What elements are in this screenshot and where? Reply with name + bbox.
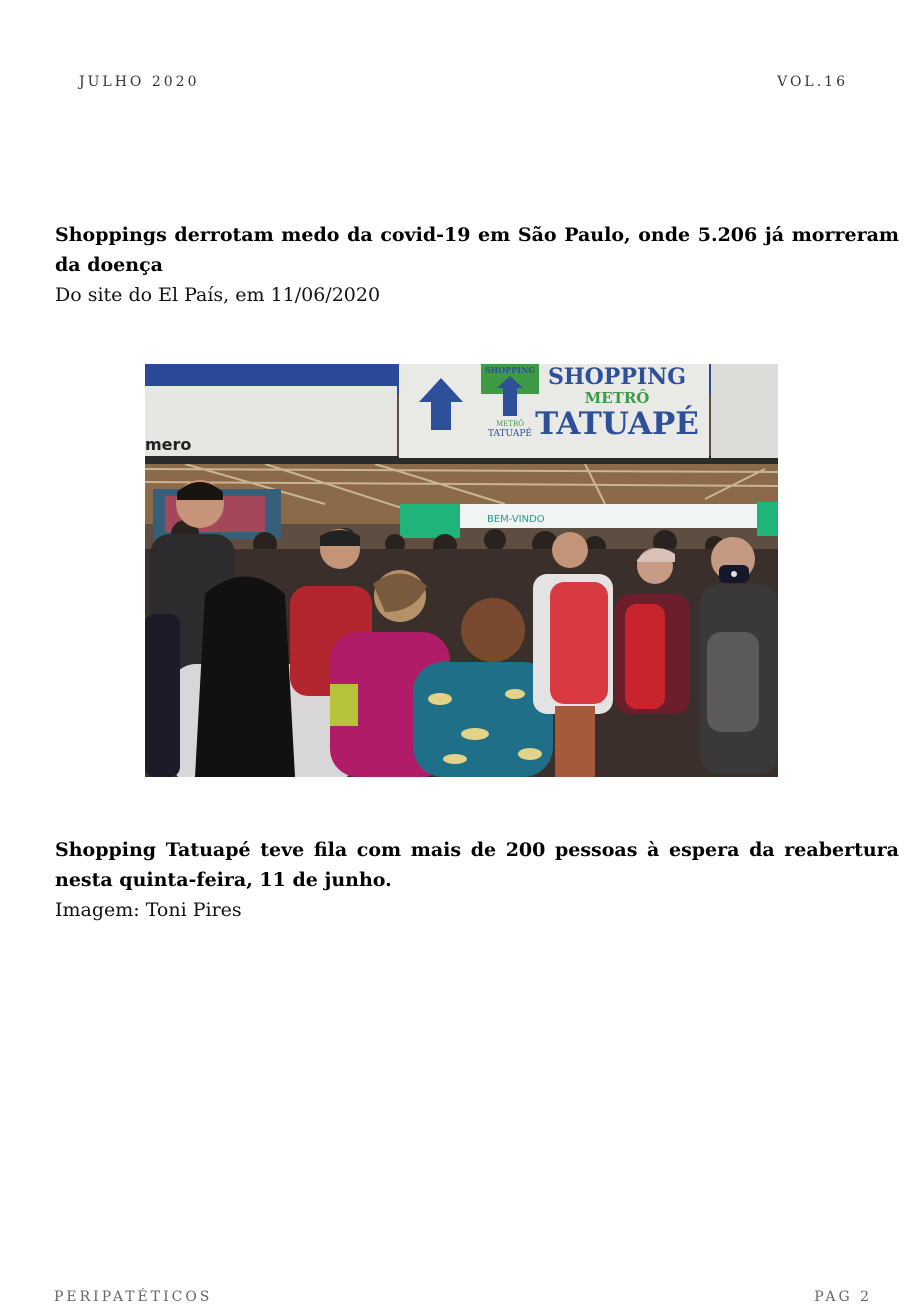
logo-bottom-text-2: TATUAPÉ	[488, 429, 532, 439]
welcome-text: BEM-VINDO	[487, 514, 545, 525]
issue-volume: VOL.16	[777, 74, 848, 90]
sign-metro-text: METRÔ	[584, 389, 650, 407]
logo-bottom-text-1: METRÔ	[496, 420, 524, 428]
logo-top-text: SHOPPING	[484, 365, 536, 375]
article-headline: Shoppings derrotam medo da covid-19 em São Paulo, onde 5.206 já morreram da doença	[55, 224, 899, 276]
sign-left-text: mero	[145, 435, 192, 454]
page-number: PAG 2	[814, 1289, 872, 1305]
sign-shopping-text: SHOPPING	[547, 364, 687, 390]
news-photo	[145, 364, 778, 777]
sign-tatuape-text: TATUAPÉ	[535, 406, 699, 442]
article-heading-block	[55, 220, 899, 310]
article-source: Do site do El País, em 11/06/2020	[55, 284, 381, 306]
publication-name: PERIPATÉTICOS	[54, 1289, 213, 1305]
photo-caption: Shopping Tatuapé teve fila com mais de 200 pessoas à espera da reabertura nesta quinta-feira, 11 de junho.	[55, 839, 899, 891]
issue-date: JULHO 2020	[79, 74, 200, 90]
photo-credit: Imagem: Toni Pires	[55, 899, 242, 921]
photo-caption-block	[55, 835, 899, 925]
